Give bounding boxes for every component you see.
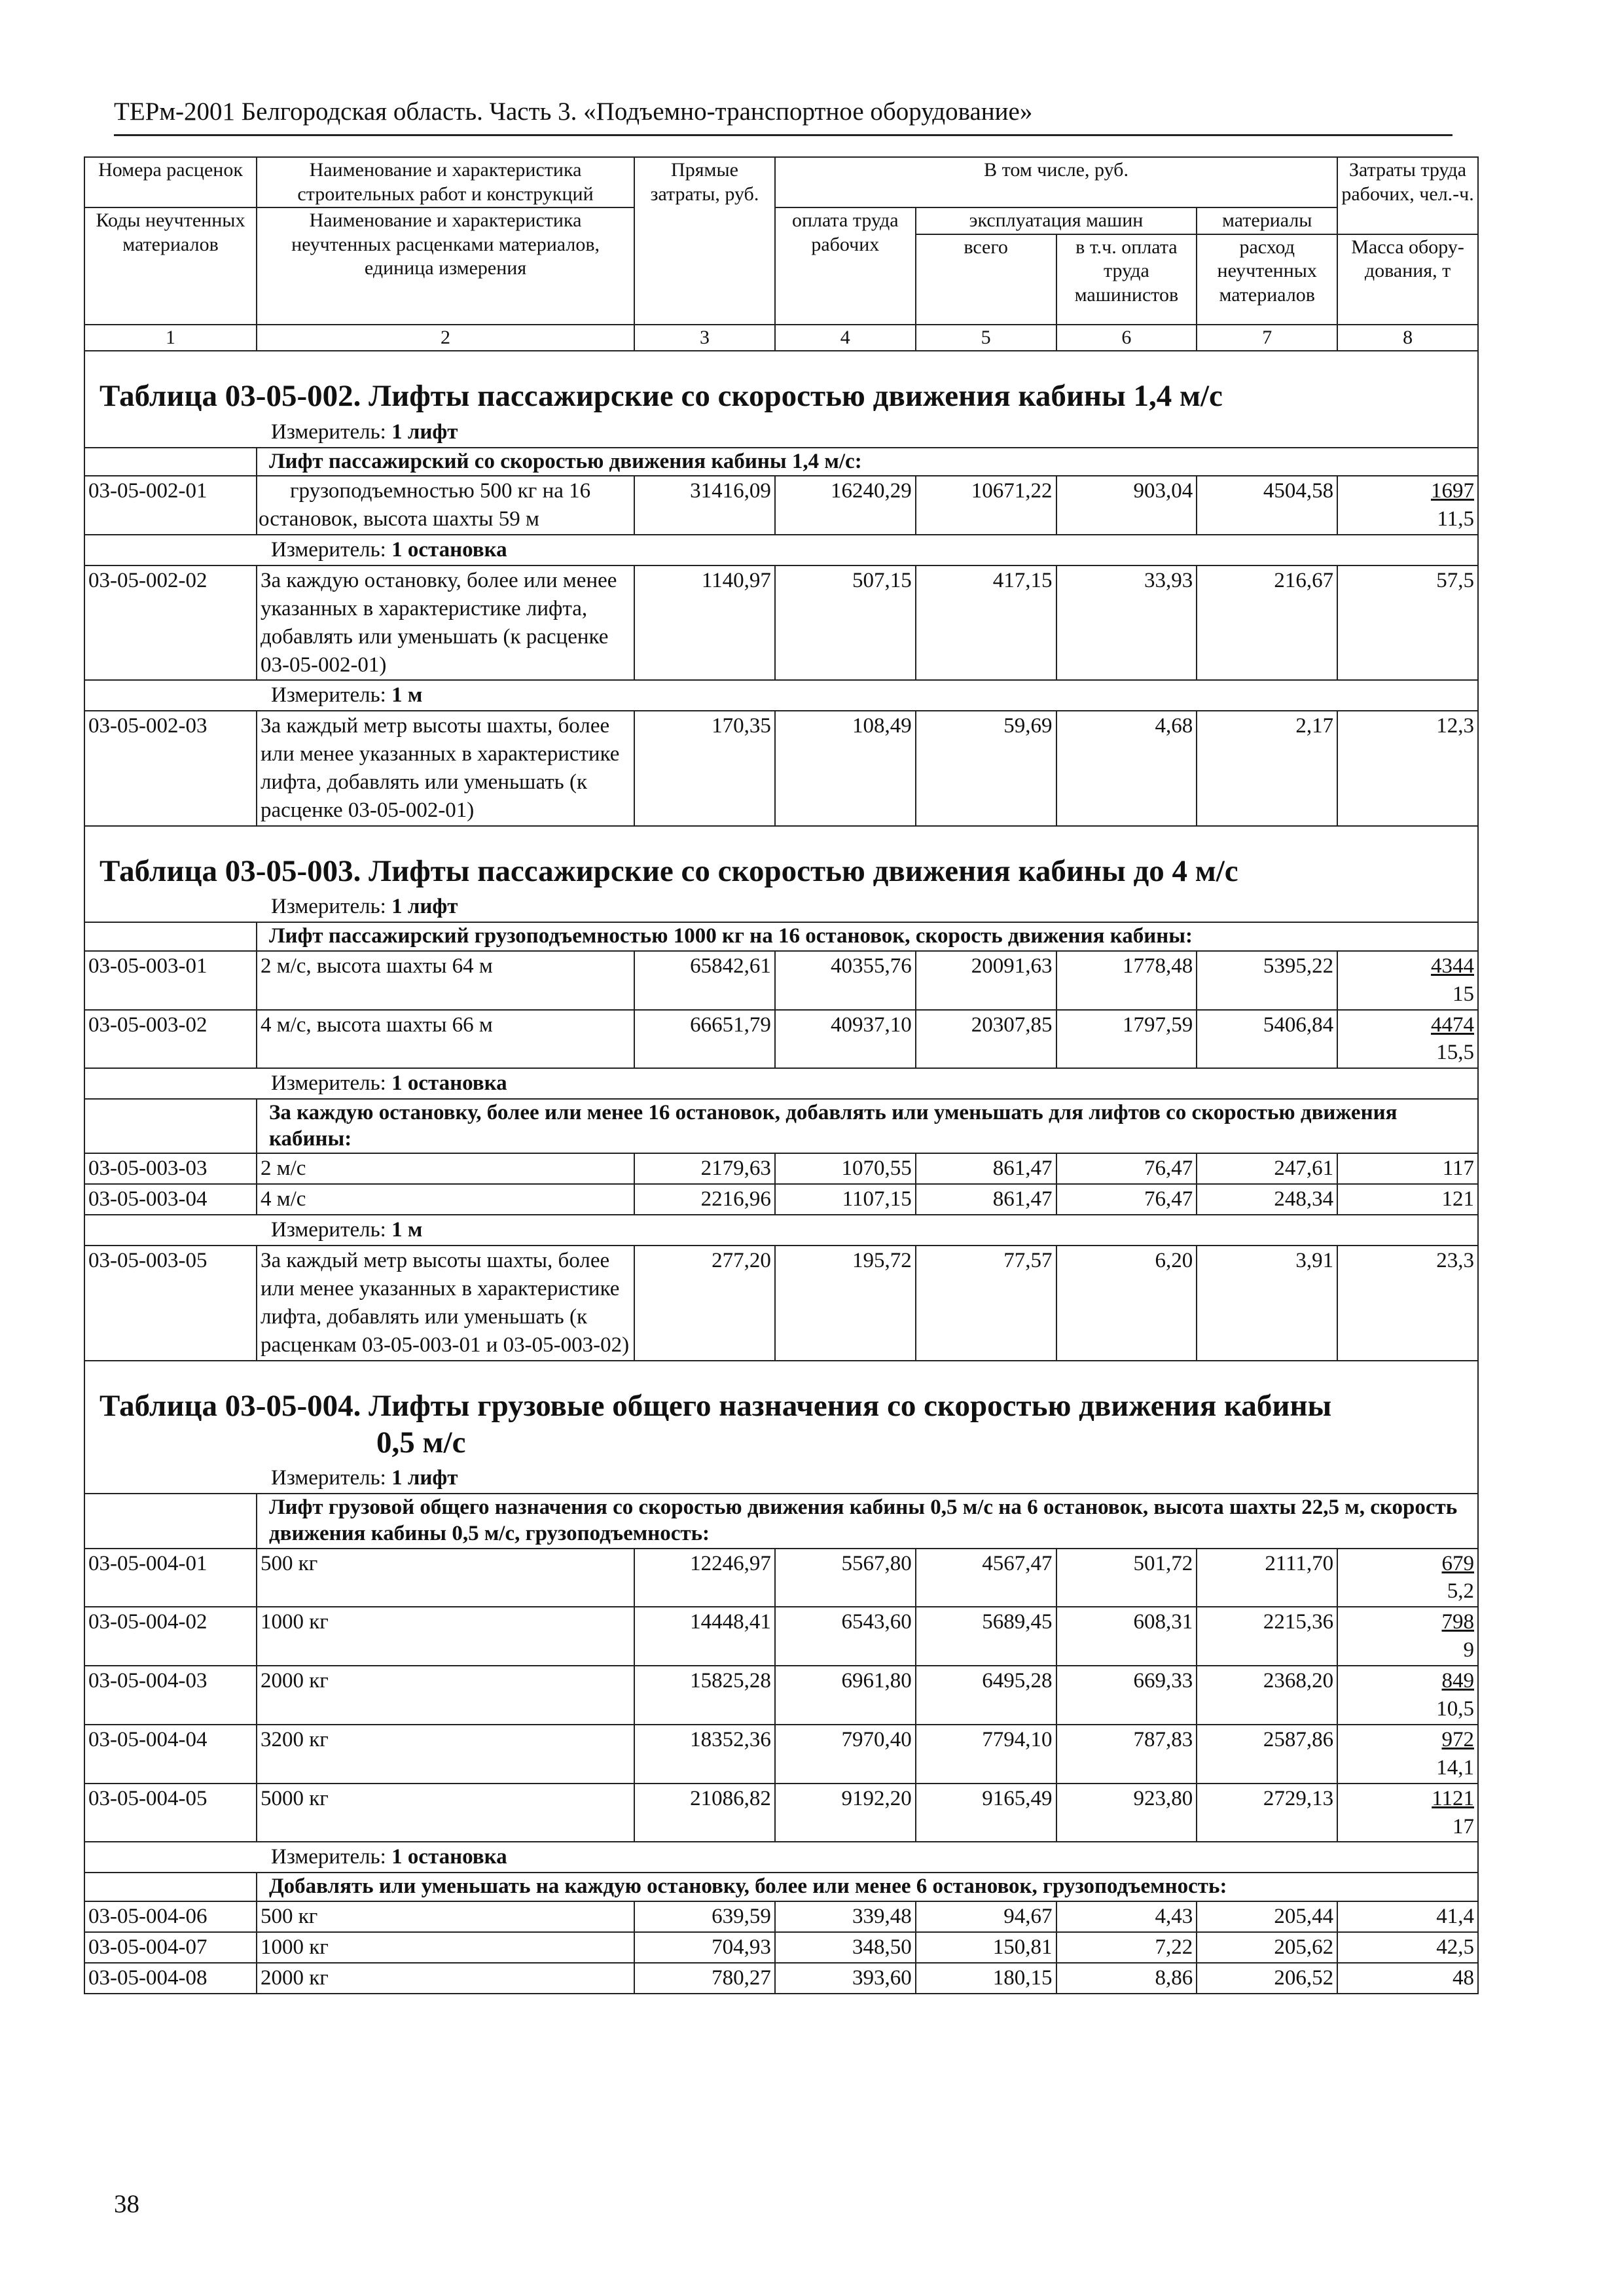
col-header-equipment-mass: Масса обору-дования, т bbox=[1337, 234, 1478, 325]
table-cell: 903,04 bbox=[1056, 476, 1197, 535]
table-cell: 1697 bbox=[1431, 479, 1474, 503]
page-number: 38 bbox=[114, 2190, 139, 2218]
table-cell: 03-05-002-02 bbox=[84, 565, 257, 681]
table-cell: 195,72 bbox=[775, 1246, 916, 1361]
table-cell: 798 bbox=[1441, 1610, 1474, 1634]
col-header-labor-costs: Затраты труда рабочих, чел.-ч. bbox=[1337, 157, 1478, 234]
table-cell: 1140,97 bbox=[634, 565, 775, 681]
table-cell: 5000 кг bbox=[257, 1784, 634, 1842]
table-cell: 77,57 bbox=[916, 1246, 1056, 1361]
col-header-materials: материалы bbox=[1197, 207, 1337, 234]
group-heading: Лифт пассажирский со скоростью движения кабины 1,4 м/с: bbox=[257, 448, 1478, 476]
table-cell: 03-05-004-06 bbox=[84, 1901, 257, 1932]
table-cell: 205,44 bbox=[1197, 1901, 1337, 1932]
col-header-material-usage: расход неучтенных материалов bbox=[1197, 234, 1337, 325]
table-cell: 12,3 bbox=[1337, 711, 1478, 826]
table-cell: 2729,13 bbox=[1197, 1784, 1337, 1842]
table-cell: Измеритель: bbox=[271, 683, 386, 708]
table-cell: грузоподъемностью 500 кг на 16 остановок, высота шахты 59 м bbox=[257, 476, 634, 535]
table-cell: 17 bbox=[1453, 1814, 1474, 1839]
table-row bbox=[84, 1666, 1478, 1725]
table-cell: 94,67 bbox=[916, 1901, 1056, 1932]
table-cell: 03-05-002-01 bbox=[84, 476, 257, 535]
table-cell: Измеритель: bbox=[271, 1218, 386, 1242]
table-cell: 4 м/с, высота шахты 66 м bbox=[257, 1010, 634, 1069]
table-cell: 03-05-004-03 bbox=[84, 1666, 257, 1725]
table-cell: 4567,47 bbox=[916, 1549, 1056, 1607]
table-row bbox=[84, 476, 1478, 535]
table-cell: 1107,15 bbox=[775, 1184, 916, 1215]
table-cell: 57,5 bbox=[1337, 565, 1478, 681]
col-num: 8 bbox=[1337, 325, 1478, 351]
table-cell: 787,83 bbox=[1056, 1725, 1197, 1784]
table-cell: 2 м/с bbox=[257, 1153, 634, 1184]
table-cell: 2368,20 bbox=[1197, 1666, 1337, 1725]
col-num: 1 bbox=[84, 325, 257, 351]
col-header-operator-pay: в т.ч. оплата труда машинистов bbox=[1056, 234, 1197, 325]
col-header-rate-numbers: Номера расценок bbox=[84, 157, 257, 207]
table-cell: 31416,09 bbox=[634, 476, 775, 535]
col-num: 3 bbox=[634, 325, 775, 351]
table-cell: 501,72 bbox=[1056, 1549, 1197, 1607]
table-cell: 4474 bbox=[1431, 1013, 1474, 1037]
table-cell: 2 м/с, высота шахты 64 м bbox=[257, 951, 634, 1010]
table-cell: 1778,48 bbox=[1056, 951, 1197, 1010]
table-cell: 23,3 bbox=[1337, 1246, 1478, 1361]
table-cell: 2000 кг bbox=[257, 1666, 634, 1725]
table-cell: Измеритель: bbox=[271, 1845, 386, 1869]
table-cell: 500 кг bbox=[257, 1901, 634, 1932]
table-cell: 5395,22 bbox=[1197, 951, 1337, 1010]
table-cell: 03-05-004-07 bbox=[84, 1932, 257, 1963]
table-cell: 2215,36 bbox=[1197, 1607, 1337, 1666]
table-cell: 639,59 bbox=[634, 1901, 775, 1932]
table-cell: 4,68 bbox=[1056, 711, 1197, 826]
col-header-machines: эксплуатация машин bbox=[916, 207, 1197, 234]
table-cell: 03-05-003-02 bbox=[84, 1010, 257, 1069]
section-title bbox=[99, 1388, 1477, 1462]
table-cell: 03-05-003-04 bbox=[84, 1184, 257, 1215]
col-header-material-codes: Коды неучтенных материалов bbox=[84, 207, 257, 325]
table-row bbox=[84, 1153, 1478, 1184]
table-row bbox=[84, 1010, 1478, 1069]
table-row bbox=[84, 711, 1478, 826]
table-cell: 20307,85 bbox=[916, 1010, 1056, 1069]
table-cell: 3,91 bbox=[1197, 1246, 1337, 1361]
table-cell: 248,34 bbox=[1197, 1184, 1337, 1215]
table-row bbox=[84, 1246, 1478, 1361]
col-header-machines-total: всего bbox=[916, 234, 1056, 325]
table-cell: 1797,59 bbox=[1056, 1010, 1197, 1069]
table-cell: 03-05-003-05 bbox=[84, 1246, 257, 1361]
table-cell: 3200 кг bbox=[257, 1725, 634, 1784]
table-cell: 5567,80 bbox=[775, 1549, 916, 1607]
table-cell: 5406,84 bbox=[1197, 1010, 1337, 1069]
price-table bbox=[84, 156, 1479, 1994]
table-cell: 117 bbox=[1337, 1153, 1478, 1184]
table-cell: За каждый метр высоты шахты, более или менее указанных в характеристике лифта, добавлять или уменьшать (к расценке 03-05-002-01) bbox=[257, 711, 634, 826]
group-heading: Лифт пассажирский грузоподъемностью 1000 кг на 16 остановок, скорость движения кабины: bbox=[257, 922, 1478, 951]
table-cell: 9165,49 bbox=[916, 1784, 1056, 1842]
table-cell: 780,27 bbox=[634, 1963, 775, 1994]
col-header-work-name: Наименование и характеристика строительных работ и конструкций bbox=[257, 157, 634, 207]
table-cell: 76,47 bbox=[1056, 1153, 1197, 1184]
table-cell: За каждый метр высоты шахты, более или менее указанных в характеристике лифта, добавлять или уменьшать (к расценкам 03-05-003-01 и 03-05-003-02) bbox=[257, 1246, 634, 1361]
table-cell: 6961,80 bbox=[775, 1666, 916, 1725]
table-cell: 7,22 bbox=[1056, 1932, 1197, 1963]
table-cell: 339,48 bbox=[775, 1901, 916, 1932]
table-row bbox=[84, 1932, 1478, 1963]
table-cell: 4344 bbox=[1431, 954, 1474, 978]
table-cell: 5,2 bbox=[1447, 1579, 1474, 1604]
table-cell: Измеритель: bbox=[271, 1071, 386, 1096]
table-cell: 393,60 bbox=[775, 1963, 916, 1994]
table-cell: 1 лифт bbox=[391, 895, 458, 919]
table-cell: 1070,55 bbox=[775, 1153, 916, 1184]
table-cell: 0,5 м/с bbox=[376, 1426, 466, 1460]
table-cell: 14448,41 bbox=[634, 1607, 775, 1666]
table-cell: 1 остановка bbox=[391, 1071, 507, 1096]
table-cell: 1 остановка bbox=[391, 538, 507, 562]
table-cell: 4,43 bbox=[1056, 1901, 1197, 1932]
table-cell: 1 лифт bbox=[391, 1466, 458, 1490]
group-heading: За каждую остановку, более или менее 16 остановок, добавлять или уменьшать для лифтов со скоростью движения кабины: bbox=[257, 1099, 1478, 1153]
table-cell: 42,5 bbox=[1337, 1932, 1478, 1963]
table-cell: 40937,10 bbox=[775, 1010, 916, 1069]
table-cell: 4 м/с bbox=[257, 1184, 634, 1215]
col-header-direct-costs: Прямые затраты, руб. bbox=[634, 157, 775, 325]
table-cell: 10,5 bbox=[1436, 1697, 1474, 1721]
table-cell: 15,5 bbox=[1436, 1041, 1474, 1065]
table-cell: 849 bbox=[1441, 1669, 1474, 1693]
table-cell: 4504,58 bbox=[1197, 476, 1337, 535]
table-cell: 8,86 bbox=[1056, 1963, 1197, 1994]
table-cell: 03-05-003-03 bbox=[84, 1153, 257, 1184]
group-heading: Лифт грузовой общего назначения со скоростью движения кабины 0,5 м/с на 6 остановок, высота шахты 22,5 м, скорость движения кабины 0,5 м/с, грузоподъемность: bbox=[257, 1494, 1478, 1548]
table-cell: 03-05-004-08 bbox=[84, 1963, 257, 1994]
table-cell: 9 bbox=[1463, 1638, 1474, 1662]
table-cell: 33,93 bbox=[1056, 565, 1197, 681]
table-cell: 704,93 bbox=[634, 1932, 775, 1963]
table-cell: 170,35 bbox=[634, 711, 775, 826]
col-header-including: В том числе, руб. bbox=[775, 157, 1337, 207]
table-cell: 180,15 bbox=[916, 1963, 1056, 1994]
col-num: 2 bbox=[257, 325, 634, 351]
running-header: ТЕРм-2001 Белгородская область. Часть 3. «Подъемно-транспортное оборудование» bbox=[114, 98, 1453, 136]
table-cell: Измеритель: bbox=[271, 1466, 386, 1490]
table-cell: 1121 bbox=[1432, 1786, 1474, 1810]
table-row bbox=[84, 1784, 1478, 1842]
table-cell: За каждую остановку, более или менее указанных в характеристике лифта, добавлять или уменьшать (к расценке 03-05-002-01) bbox=[257, 565, 634, 681]
table-cell: 21086,82 bbox=[634, 1784, 775, 1842]
table-cell: 76,47 bbox=[1056, 1184, 1197, 1215]
table-cell: 2000 кг bbox=[257, 1963, 634, 1994]
table-cell: 5689,45 bbox=[916, 1607, 1056, 1666]
table-cell: Измеритель: bbox=[271, 895, 386, 919]
table-cell: 669,33 bbox=[1056, 1666, 1197, 1725]
table-row bbox=[84, 1607, 1478, 1666]
section-title: Таблица 03-05-003. Лифты пассажирские со скоростью движения кабины до 4 м/с bbox=[99, 853, 1238, 888]
table-cell: 12246,97 bbox=[634, 1549, 775, 1607]
table-cell: 1 м bbox=[391, 683, 423, 708]
table-cell: 205,62 bbox=[1197, 1932, 1337, 1963]
table-cell: 18352,36 bbox=[634, 1725, 775, 1784]
table-cell: 277,20 bbox=[634, 1246, 775, 1361]
table-cell: 2216,96 bbox=[634, 1184, 775, 1215]
col-num: 4 bbox=[775, 325, 916, 351]
table-cell: 16240,29 bbox=[775, 476, 916, 535]
table-cell: 861,47 bbox=[916, 1153, 1056, 1184]
table-cell: 150,81 bbox=[916, 1932, 1056, 1963]
table-cell: 1000 кг bbox=[257, 1932, 634, 1963]
measure-label: Измеритель: bbox=[271, 420, 386, 444]
table-cell: 861,47 bbox=[916, 1184, 1056, 1215]
table-cell: Таблица 03-05-004. Лифты грузовые общего назначения со скоростью движения кабины bbox=[99, 1388, 1332, 1423]
table-cell: 2,17 bbox=[1197, 711, 1337, 826]
table-cell: 1 м bbox=[391, 1218, 423, 1242]
table-cell: 7970,40 bbox=[775, 1725, 916, 1784]
table-cell: 6543,60 bbox=[775, 1607, 916, 1666]
col-num: 6 bbox=[1056, 325, 1197, 351]
table-row bbox=[84, 565, 1478, 681]
table-row bbox=[84, 951, 1478, 1010]
table-cell: 108,49 bbox=[775, 711, 916, 826]
table-cell: 20091,63 bbox=[916, 951, 1056, 1010]
table-cell: 348,50 bbox=[775, 1932, 916, 1963]
table-cell: 03-05-004-01 bbox=[84, 1549, 257, 1607]
table-cell: 03-05-003-01 bbox=[84, 951, 257, 1010]
table-cell: 1 остановка bbox=[391, 1845, 507, 1869]
col-header-material-name: Наименование и характеристика неучтенных расценками материалов, единица измерения bbox=[257, 207, 634, 325]
table-cell: 03-05-004-02 bbox=[84, 1607, 257, 1666]
table-cell: 247,61 bbox=[1197, 1153, 1337, 1184]
measure-unit: 1 лифт bbox=[391, 420, 458, 444]
table-row bbox=[84, 1963, 1478, 1994]
table-cell: Измеритель: bbox=[271, 538, 386, 562]
table-cell: 2587,86 bbox=[1197, 1725, 1337, 1784]
table-cell: 03-05-002-03 bbox=[84, 711, 257, 826]
table-cell: 41,4 bbox=[1337, 1901, 1478, 1932]
table-cell: 2179,63 bbox=[634, 1153, 775, 1184]
col-header-worker-pay: оплата труда рабочих bbox=[775, 207, 916, 325]
table-cell: 15 bbox=[1453, 982, 1474, 1006]
table-cell: 507,15 bbox=[775, 565, 916, 681]
table-row bbox=[84, 1901, 1478, 1932]
group-heading: Добавлять или уменьшать на каждую остановку, более или менее 6 остановок, грузоподъемность: bbox=[257, 1873, 1478, 1901]
table-cell: 14,1 bbox=[1436, 1755, 1474, 1780]
table-cell: 40355,76 bbox=[775, 951, 916, 1010]
table-cell: 48 bbox=[1337, 1963, 1478, 1994]
table-row bbox=[84, 1725, 1478, 1784]
col-num: 5 bbox=[916, 325, 1056, 351]
table-cell: 6,20 bbox=[1056, 1246, 1197, 1361]
table-cell: 608,31 bbox=[1056, 1607, 1197, 1666]
table-cell: 03-05-004-05 bbox=[84, 1784, 257, 1842]
table-cell: 11,5 bbox=[1437, 507, 1474, 531]
table-row bbox=[84, 1549, 1478, 1607]
table-cell: 206,52 bbox=[1197, 1963, 1337, 1994]
table-cell: 121 bbox=[1337, 1184, 1478, 1215]
table-cell: 15825,28 bbox=[634, 1666, 775, 1725]
table-cell: 7794,10 bbox=[916, 1725, 1056, 1784]
table-cell: 66651,79 bbox=[634, 1010, 775, 1069]
table-cell: 9192,20 bbox=[775, 1784, 916, 1842]
table-cell: 417,15 bbox=[916, 565, 1056, 681]
table-cell: 972 bbox=[1441, 1727, 1474, 1751]
table-cell: 6495,28 bbox=[916, 1666, 1056, 1725]
table-cell: 500 кг bbox=[257, 1549, 634, 1607]
table-cell: 216,67 bbox=[1197, 565, 1337, 681]
section-title: Таблица 03-05-002. Лифты пассажирские со скоростью движения кабины 1,4 м/с bbox=[99, 379, 1223, 414]
table-cell: 10671,22 bbox=[916, 476, 1056, 535]
table-cell: 03-05-004-04 bbox=[84, 1725, 257, 1784]
col-num: 7 bbox=[1197, 325, 1337, 351]
table-cell: 1000 кг bbox=[257, 1607, 634, 1666]
table-cell: 65842,61 bbox=[634, 951, 775, 1010]
table-cell: 2111,70 bbox=[1197, 1549, 1337, 1607]
table-cell: 923,80 bbox=[1056, 1784, 1197, 1842]
table-cell: 59,69 bbox=[916, 711, 1056, 826]
table-cell: 679 bbox=[1441, 1551, 1474, 1575]
table-row bbox=[84, 1184, 1478, 1215]
